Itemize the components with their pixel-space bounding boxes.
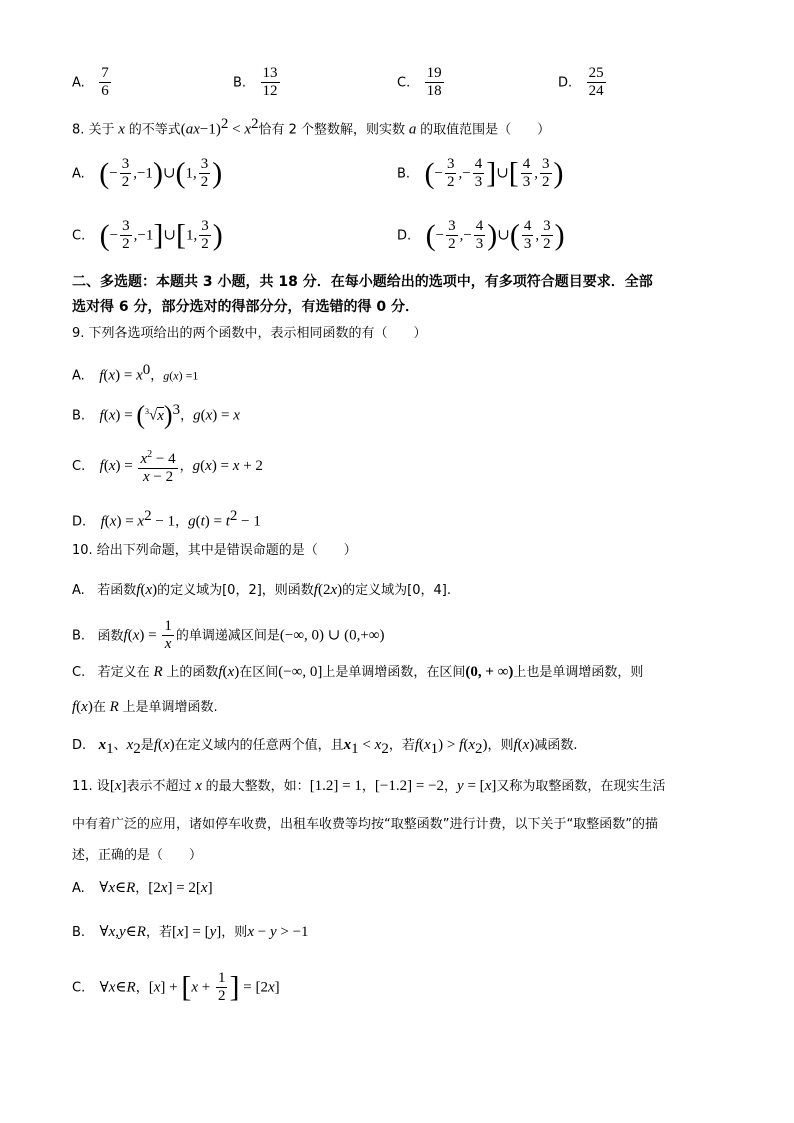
q7-option-a: A. $\frac{7}{6}$ <box>72 65 109 99</box>
fraction: $\frac{25}{24}$ <box>588 65 604 99</box>
fraction: $\frac{19}{18}$ <box>426 65 442 99</box>
q11-option-b: B. ∀x,y∈R，若[x] = [y]，则x − y > −1 <box>72 924 309 940</box>
fraction: $\frac{7}{6}$ <box>101 65 109 99</box>
q8-option-b: B. (− $\frac{3}{2}$ ,− $\frac{4}{3}$ ]∪[ $\frac{4}{3}$ , $\frac{3}{2}$ ) <box>397 156 564 190</box>
q10-option-c-line2: f(x)在 R 上是单调增函数. <box>72 699 218 715</box>
q7-option-d: D. $\frac{25}{24}$ <box>558 65 604 99</box>
q9-stem: 9. 下列各选项给出的两个函数中，表示相同函数的有（ ） <box>72 326 427 341</box>
q8-option-d: D. (− $\frac{3}{2}$ ,− $\frac{4}{3}$ )∪( $\frac{4}{3}$ , $\frac{3}{2}$ ) <box>397 218 565 252</box>
fraction: $\frac{13}{12}$ <box>262 65 278 99</box>
q10-stem: 10. 给出下列命题，其中是错误命题的是（ ） <box>72 543 357 558</box>
q11-option-a: A. ∀x∈R，[2x] = 2[x] <box>72 880 213 896</box>
q8-option-a: A. (− $\frac{3}{2}$ ,−1)∪(1, $\frac{3}{2}$ ) <box>72 156 223 190</box>
q9-option-b: B. $f(x) = (^3√x)^3$，g(x) = x <box>72 400 240 430</box>
q8-option-c: C. (− $\frac{3}{2}$ ,−1]∪[1, $\frac{3}{2}$ ) <box>72 218 223 252</box>
q10-option-a: A. 若函数f(x)的定义域为[0，2]，则函数f(2x)的定义域为[0，4]. <box>72 582 451 598</box>
q8-stem: 8. 关于 x 的不等式$(ax-1)^2 < x^2$恰有 2 个整数解，则实数 a 的取值范围是（ ） <box>72 116 551 138</box>
q10-option-d: D. $x_1$、$x_2$是f(x)在定义域内的任意两个值，且$x_1 < x_2$，若$f(x_1) > f(x_2)$，则f(x)减函数. <box>72 737 578 757</box>
q11-stem-line1: 11. 设[x]表示不超过 x 的最大整数，如：[1.2] = 1，[−1.2] = −2，y = [x]又称为取整函数，在现实生活 <box>72 778 666 794</box>
section-heading-multiple-choice: 二、多选题：本题共 3 小题，共 18 分．在每小题给出的选项中，有多项符合题目要求．全部 <box>72 274 653 290</box>
q10-option-b: B. 函数f(x) = $\frac{1}{x}$ 的单调递减区间是(−∞, 0) ∪ (0,+∞) <box>72 618 385 652</box>
q9-option-d: D. $f(x) = x^2 - 1$，$g(t) = t^2 - 1$ <box>72 508 261 530</box>
q11-stem-line2: 中有着广泛的应用，诸如停车收费，出租车收费等均按“取整函数”进行计费，以下关于“取整函数”的描 <box>72 817 658 832</box>
q11-option-c: C. ∀x∈R，[x] + [x + $\frac{1}{2}$ ] = [2x] <box>72 970 280 1004</box>
q7-option-b: B. $\frac{13}{12}$ <box>233 65 278 99</box>
section-heading-scoring: 选对得 6 分，部分选对的得部分分，有选错的得 0 分． <box>72 299 419 315</box>
q9-option-a: A. $f(x) = x^0$，g(x) =1 <box>72 362 199 384</box>
q11-stem-line3: 述，正确的是（ ） <box>72 848 203 863</box>
q10-option-c-line1: C. 若定义在 R 上的函数f(x)在区间(−∞, 0]上是单调增函数，在区间(0, + ∞)上也是单调增函数，则 <box>72 664 644 680</box>
q9-option-c: C. f(x) = $\frac{x^2 - 4}{x - 2}$ ，g(x) = x + 2 <box>72 446 263 486</box>
q7-option-c: C. $\frac{19}{18}$ <box>397 65 442 99</box>
